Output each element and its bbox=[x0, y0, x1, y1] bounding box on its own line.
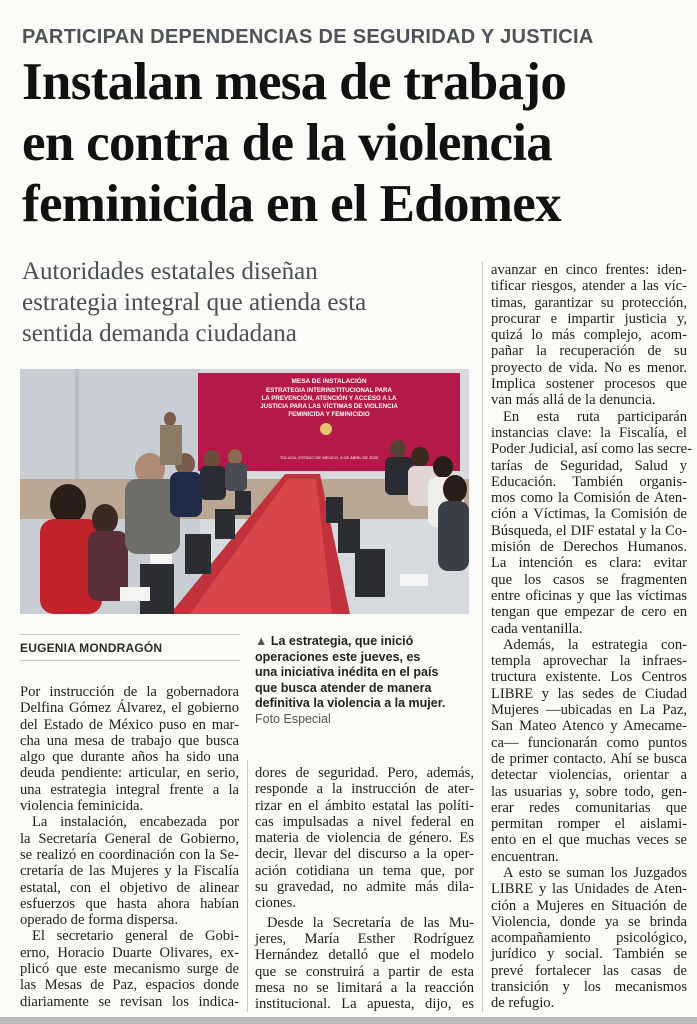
body-line: las usuarias y, sobre todo, gen- bbox=[491, 783, 687, 800]
body-line: diariamente se revisan los indica- bbox=[20, 993, 239, 1010]
body-line: materia de violencia de género. Es bbox=[255, 830, 474, 847]
subhead-line: sentida demanda ciudadana bbox=[22, 320, 297, 347]
body-line: erar redes comunitarias que bbox=[491, 799, 687, 816]
body-line: Delfina Gómez Álvarez, el gobierno bbox=[20, 700, 239, 717]
body-line: responde a la instrucción de ater- bbox=[255, 781, 474, 798]
body-line: acompañamiento psicológico, bbox=[491, 930, 687, 947]
subhead-line: Autoridades estatales diseñan bbox=[22, 258, 318, 285]
column-divider bbox=[482, 262, 483, 1012]
body-line: deuda pendiente: articular, en serio, bbox=[20, 765, 239, 782]
body-line: de primer contacto. Ahí se busca bbox=[491, 750, 687, 767]
article-subhead bbox=[22, 256, 482, 349]
body-line: La instalación, encabezada por bbox=[32, 814, 239, 831]
body-line: Educación. También organis- bbox=[491, 473, 687, 490]
photo-caption bbox=[255, 634, 475, 727]
body-line: San Mateo Atenco y Amecame- bbox=[491, 718, 687, 735]
banner-footer: TOLUCA, ESTADO DE MÉXICO, 8 DE ABRIL DE 2025 bbox=[279, 455, 379, 460]
byline-underline bbox=[20, 660, 240, 661]
body-column-2 bbox=[255, 765, 474, 1012]
body-line: templa aprovechar la infraes- bbox=[491, 653, 687, 670]
body-line: Además, la estrategia con- bbox=[503, 636, 687, 653]
body-line: ca— funcionarán como puntos bbox=[491, 734, 687, 751]
headline-line: en contra de la violencia bbox=[22, 114, 553, 172]
body-line: pañar la recuperación de su bbox=[491, 343, 687, 360]
photo-credit: Foto Especial bbox=[255, 711, 331, 726]
body-line: misión de Derechos Humanos. bbox=[491, 539, 687, 556]
body-line: detectar violencias, orientar a bbox=[491, 767, 687, 784]
body-line: esfuerzos que hasta ahora habían bbox=[20, 895, 239, 912]
subhead-line: estrategia integral que atienda esta bbox=[22, 289, 367, 316]
body-line: Desde la Secretaría de las Mu- bbox=[267, 914, 474, 931]
body-line: proyecto de vida. No es menor. bbox=[491, 359, 687, 376]
body-line: permitan romper el aislami- bbox=[491, 816, 687, 833]
body-line: cada ventanilla. bbox=[491, 620, 583, 637]
body-line: mos como la Comisión de Aten- bbox=[491, 490, 687, 507]
article-kicker: PARTICIPAN DEPENDENCIAS DE SEGURIDAD Y JUSTICIA bbox=[22, 26, 594, 48]
page-footer-bar bbox=[0, 1017, 697, 1024]
body-line: ento en el que muchas veces se bbox=[491, 832, 687, 849]
body-line: Poder Judicial, así como las secre- bbox=[491, 441, 693, 458]
banner-line: JUSTICIA PARA LAS VÍCTIMAS DE VIOLENCIA bbox=[260, 403, 398, 410]
body-line: A esto se suman los Juzgados bbox=[503, 864, 687, 881]
body-line: operado de forma dispersa. bbox=[20, 912, 179, 929]
body-line: tructura existente. Los Centros bbox=[491, 669, 687, 686]
body-line: avanzar en cinco frentes: iden- bbox=[491, 262, 687, 278]
body-line: procurar e impartir justicia y, bbox=[491, 310, 687, 327]
caption-line: que busca atender de manera bbox=[255, 680, 432, 695]
body-line: su gravedad, no admite más dila- bbox=[255, 879, 474, 896]
banner-line: MESA DE INSTALACIÓN bbox=[291, 378, 367, 385]
body-line: estatal, con el objetivo de alinear bbox=[20, 879, 239, 896]
caption-line: una iniciativa inédita en el país bbox=[255, 665, 439, 679]
body-line: van más allá de la denuncia. bbox=[491, 392, 656, 409]
body-line: Por instrucción de la gobernadora bbox=[20, 684, 239, 700]
body-line: decir, llevar del discurso a la oper- bbox=[255, 846, 474, 863]
body-line: se realizó en coordinación con la Se- bbox=[20, 846, 239, 863]
body-line: LIBRE y las sedes de Ciudad bbox=[491, 685, 687, 702]
body-line: transición y los mecanismos bbox=[491, 979, 687, 996]
body-line: La intención es clara: evitar bbox=[491, 555, 687, 572]
body-line: Búsqueda, el DIF estatal y la Co- bbox=[491, 522, 687, 539]
banner-line: ESTRATEGIA INTERINSTITUCIONAL PARA bbox=[266, 387, 392, 394]
body-column-1 bbox=[20, 684, 239, 1010]
article-headline bbox=[22, 52, 687, 235]
body-line: tificar riesgos, atender a las víc- bbox=[491, 278, 687, 295]
body-line: institucional. La apuesta, dijo, es bbox=[255, 996, 474, 1013]
caption-line: operaciones este jueves, es bbox=[255, 649, 421, 664]
body-line: tengan que empezar de cero en bbox=[491, 604, 687, 621]
caption-triangle-icon: ▲ bbox=[255, 634, 268, 648]
body-line: rizar en el ámbito estatal las políti- bbox=[255, 797, 474, 814]
body-line: cas impulsadas a nivel federal en bbox=[255, 813, 474, 830]
body-line: erno, Horacio Duarte Olivares, ex- bbox=[20, 944, 239, 961]
body-line: mesa no se limitará a la reacción bbox=[255, 979, 474, 996]
body-line: cretaría de las Mujeres y la Fiscalía bbox=[20, 863, 239, 880]
caption-line: definitiva la violencia a la mujer. bbox=[255, 696, 446, 710]
byline: EUGENIA MONDRAGÓN bbox=[20, 641, 163, 655]
body-line: que los casos se fragmenten bbox=[491, 571, 687, 588]
body-line: ción a Mujeres en Situación de bbox=[491, 897, 687, 914]
banner-line: LA PREVENCIÓN, ATENCIÓN Y ACCESO A LA bbox=[261, 395, 397, 402]
body-line: Violencia, donde ya se brinda bbox=[491, 913, 687, 930]
emblem-icon bbox=[320, 423, 332, 435]
body-line: Hernández detalló que el modelo bbox=[255, 947, 474, 964]
headline-line: Instalan mesa de trabajo bbox=[22, 53, 567, 111]
body-line: quizá lo más complejo, acom- bbox=[491, 327, 687, 344]
byline-rule bbox=[20, 634, 240, 635]
body-line: instancias clave: la Fiscalía, el bbox=[491, 424, 687, 441]
article-photo bbox=[20, 369, 469, 614]
body-line: jurídico y social. También se bbox=[491, 946, 687, 963]
banner-line: FEMINICIDA Y FEMINICIDIO bbox=[288, 411, 370, 418]
body-line: El secretario general de Gobi- bbox=[32, 928, 239, 945]
body-line: que se construirá a partir de esta bbox=[255, 963, 474, 980]
body-line: del Estado de México puso en mar- bbox=[20, 716, 239, 733]
body-line: cha una mesa de trabajo que busca bbox=[20, 732, 239, 749]
body-line: encuentran. bbox=[491, 848, 559, 865]
body-line: violencia feminicida. bbox=[20, 798, 144, 815]
body-line: algo que durante años ha sido una bbox=[20, 749, 239, 766]
body-line: Mujeres —ubicadas en La Paz, bbox=[491, 702, 687, 719]
body-line: de refugio. bbox=[491, 995, 555, 1012]
body-line: una estrategia integral frente a la bbox=[20, 781, 239, 798]
body-line: prevé fortalecer las casas de bbox=[491, 962, 687, 979]
body-line: plicó que este mecanismo surge de bbox=[20, 961, 239, 978]
body-line: En esta ruta participarán bbox=[503, 408, 687, 425]
body-column-3 bbox=[491, 262, 693, 1012]
caption-line-1: ▲ La estrategia, que inició bbox=[255, 634, 414, 648]
body-line: ciones. bbox=[255, 895, 296, 912]
body-line: ación cotidiana un tema que, por bbox=[255, 862, 474, 879]
column-divider bbox=[247, 760, 248, 1012]
body-line: dores de seguridad. Pero, además, bbox=[255, 765, 474, 781]
body-line: timas, garantizar su protección, bbox=[491, 294, 687, 311]
body-line: la Secretaría General de Gobierno, bbox=[20, 830, 239, 847]
body-line: entre oficinas y que las víctimas bbox=[491, 587, 687, 604]
body-line: jeres, María Esther Rodríguez bbox=[255, 930, 474, 947]
body-line: tarías de Seguridad, Salud y bbox=[491, 457, 687, 474]
headline-line: feminicida en el Edomex bbox=[22, 175, 561, 233]
body-line: LIBRE y las Unidades de Aten- bbox=[491, 881, 687, 898]
body-line: Implica sostener procesos que bbox=[491, 376, 687, 393]
body-line: las Mesas de Paz, espacios donde bbox=[20, 977, 239, 994]
body-line: ción a Víctimas, la Comisión de bbox=[491, 506, 687, 523]
